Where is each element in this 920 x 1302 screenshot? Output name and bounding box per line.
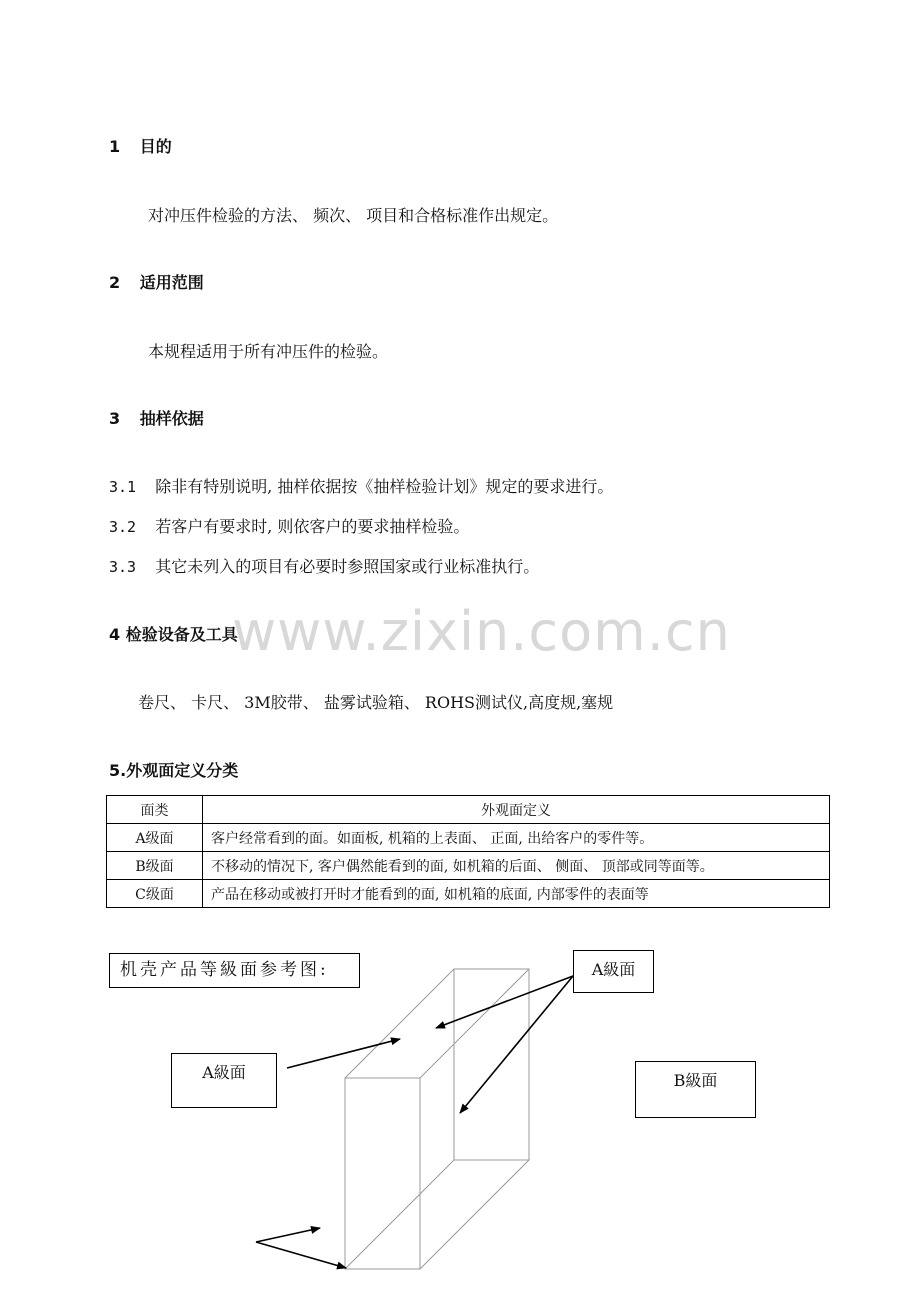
section-number: 2 <box>109 273 121 292</box>
section-4-body: 卷尺、 卡尺、 3M胶带、 盐雾试验箱、 ROHS测试仪,高度规,塞规 <box>138 693 614 712</box>
item-number: 3.1 <box>109 478 137 496</box>
column-header: 面类 <box>107 796 203 824</box>
table-cell: 产品在移动或被打开时才能看到的面, 如机箱的底面, 内部零件的表面等 <box>203 880 830 908</box>
section-2-body: 本规程适用于所有冲压件的检验。 <box>148 342 389 361</box>
table-cell: 客户经常看到的面。如面板, 机箱的上表面、 正面, 出给客户的零件等。 <box>203 824 830 852</box>
figure-caption: 机壳产品等級面参考图: <box>109 953 360 988</box>
watermark: www.zixin.com.cn <box>232 600 731 663</box>
table-cell: 不移动的情况下, 客户偶然能看到的面, 如机箱的后面、 侧面、 顶部或同等面等。 <box>203 852 830 880</box>
table-cell: C级面 <box>107 880 203 908</box>
section-title: 抽样依据 <box>139 409 204 428</box>
item-text: 其它未列入的项目有必要时参照国家或行业标准执行。 <box>155 557 540 576</box>
front-face <box>345 1078 420 1269</box>
box-outline <box>345 969 529 1269</box>
section-number: 3 <box>109 409 121 428</box>
pointer-arrows <box>256 976 573 1268</box>
arrow <box>460 976 573 1113</box>
section-number: 1 <box>109 137 121 156</box>
section-1-body: 对冲压件检验的方法、 频次、 项目和合格标准作出规定。 <box>148 206 559 225</box>
section-title: 目的 <box>139 137 172 156</box>
item-text: 若客户有要求时, 则依客户的要求抽样检验。 <box>155 517 470 536</box>
section-4-heading: 4 检验设备及工具 <box>109 625 238 644</box>
column-header: 外观面定义 <box>203 796 830 824</box>
arrow <box>256 1228 320 1242</box>
arrow <box>287 1039 400 1068</box>
section-5-heading: 5.外观面定义分类 <box>109 761 239 780</box>
item-number: 3.3 <box>109 558 137 576</box>
item-number: 3.2 <box>109 518 137 536</box>
label-b-right: B級面 <box>635 1061 756 1118</box>
arrow <box>256 1242 346 1268</box>
label-a-top-right: A級面 <box>573 950 654 993</box>
table-cell: A级面 <box>107 824 203 852</box>
table-cell: B级面 <box>107 852 203 880</box>
item-text: 除非有特别说明, 抽样依据按《抽样检验计划》规定的要求进行。 <box>155 477 614 496</box>
label-a-left: A級面 <box>171 1053 277 1108</box>
section-title: 适用范围 <box>139 273 204 292</box>
